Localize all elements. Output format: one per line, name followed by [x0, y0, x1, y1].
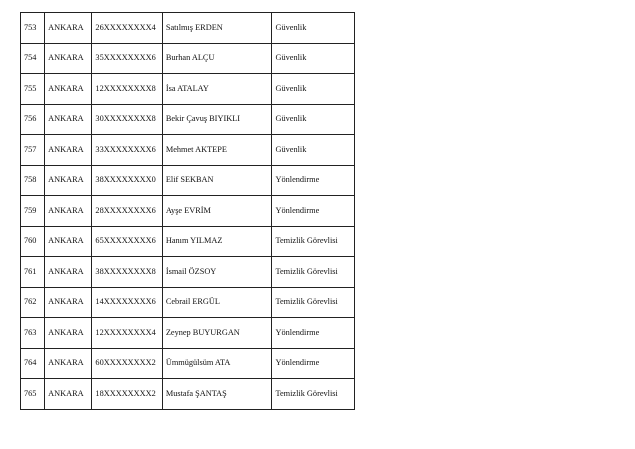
position-cell: Güvenlik: [272, 13, 355, 44]
position-cell: Temizlik Görevlisi: [272, 287, 355, 318]
city-cell: ANKARA: [45, 226, 92, 257]
full-name-cell: Mehmet AKTEPE: [162, 135, 272, 166]
table-row: [21, 165, 355, 196]
full-name-cell: Satılmış ERDEN: [162, 13, 272, 44]
position-cell: Temizlik Görevlisi: [272, 379, 355, 410]
table-row: [21, 74, 355, 105]
position-cell: Güvenlik: [272, 74, 355, 105]
row-number-cell: 755: [21, 74, 45, 105]
full-name-cell: Burhan ALÇU: [162, 43, 272, 74]
table-row: [21, 287, 355, 318]
full-name-cell: İsmail ÖZSOY: [162, 257, 272, 288]
id-number-cell: 38XXXXXXXX8: [92, 257, 162, 288]
id-number-cell: 28XXXXXXXX6: [92, 196, 162, 227]
city-cell: ANKARA: [45, 104, 92, 135]
full-name-cell: Bekir Çavuş BIYIKLI: [162, 104, 272, 135]
city-cell: ANKARA: [45, 13, 92, 44]
row-number-cell: 758: [21, 165, 45, 196]
id-number-cell: 26XXXXXXXX4: [92, 13, 162, 44]
position-cell: Yönlendirme: [272, 196, 355, 227]
position-cell: Yönlendirme: [272, 165, 355, 196]
row-number-cell: 760: [21, 226, 45, 257]
id-number-cell: 14XXXXXXXX6: [92, 287, 162, 318]
full-name-cell: Elif SEKBAN: [162, 165, 272, 196]
id-number-cell: 35XXXXXXXX6: [92, 43, 162, 74]
city-cell: ANKARA: [45, 43, 92, 74]
position-cell: Temizlik Görevlisi: [272, 226, 355, 257]
city-cell: ANKARA: [45, 348, 92, 379]
city-cell: ANKARA: [45, 165, 92, 196]
row-number-cell: 763: [21, 318, 45, 349]
city-cell: ANKARA: [45, 74, 92, 105]
personnel-table: [20, 12, 355, 410]
city-cell: ANKARA: [45, 257, 92, 288]
row-number-cell: 765: [21, 379, 45, 410]
city-cell: ANKARA: [45, 287, 92, 318]
table-row: [21, 226, 355, 257]
full-name-cell: Hanım YILMAZ: [162, 226, 272, 257]
id-number-cell: 12XXXXXXXX8: [92, 74, 162, 105]
personnel-table-body: [21, 13, 355, 410]
position-cell: Güvenlik: [272, 135, 355, 166]
id-number-cell: 38XXXXXXXX0: [92, 165, 162, 196]
position-cell: Güvenlik: [272, 43, 355, 74]
full-name-cell: Zeynep BUYURGAN: [162, 318, 272, 349]
row-number-cell: 762: [21, 287, 45, 318]
city-cell: ANKARA: [45, 135, 92, 166]
id-number-cell: 33XXXXXXXX6: [92, 135, 162, 166]
full-name-cell: Cebrail ERGÜL: [162, 287, 272, 318]
id-number-cell: 12XXXXXXXX4: [92, 318, 162, 349]
table-row: [21, 13, 355, 44]
table-row: [21, 348, 355, 379]
position-cell: Yönlendirme: [272, 318, 355, 349]
full-name-cell: Mustafa ŞANTAŞ: [162, 379, 272, 410]
table-row: [21, 104, 355, 135]
row-number-cell: 764: [21, 348, 45, 379]
row-number-cell: 759: [21, 196, 45, 227]
position-cell: Yönlendirme: [272, 348, 355, 379]
row-number-cell: 761: [21, 257, 45, 288]
table-row: [21, 135, 355, 166]
city-cell: ANKARA: [45, 196, 92, 227]
table-row: [21, 257, 355, 288]
table-row: [21, 379, 355, 410]
full-name-cell: Ümmügülsüm ATA: [162, 348, 272, 379]
position-cell: Güvenlik: [272, 104, 355, 135]
full-name-cell: İsa ATALAY: [162, 74, 272, 105]
table-row: [21, 196, 355, 227]
table-row: [21, 318, 355, 349]
id-number-cell: 60XXXXXXXX2: [92, 348, 162, 379]
table-row: [21, 43, 355, 74]
id-number-cell: 18XXXXXXXX2: [92, 379, 162, 410]
id-number-cell: 65XXXXXXXX6: [92, 226, 162, 257]
row-number-cell: 756: [21, 104, 45, 135]
position-cell: Temizlik Görevlisi: [272, 257, 355, 288]
city-cell: ANKARA: [45, 379, 92, 410]
row-number-cell: 753: [21, 13, 45, 44]
row-number-cell: 754: [21, 43, 45, 74]
full-name-cell: Ayşe EVRİM: [162, 196, 272, 227]
row-number-cell: 757: [21, 135, 45, 166]
city-cell: ANKARA: [45, 318, 92, 349]
id-number-cell: 30XXXXXXXX8: [92, 104, 162, 135]
